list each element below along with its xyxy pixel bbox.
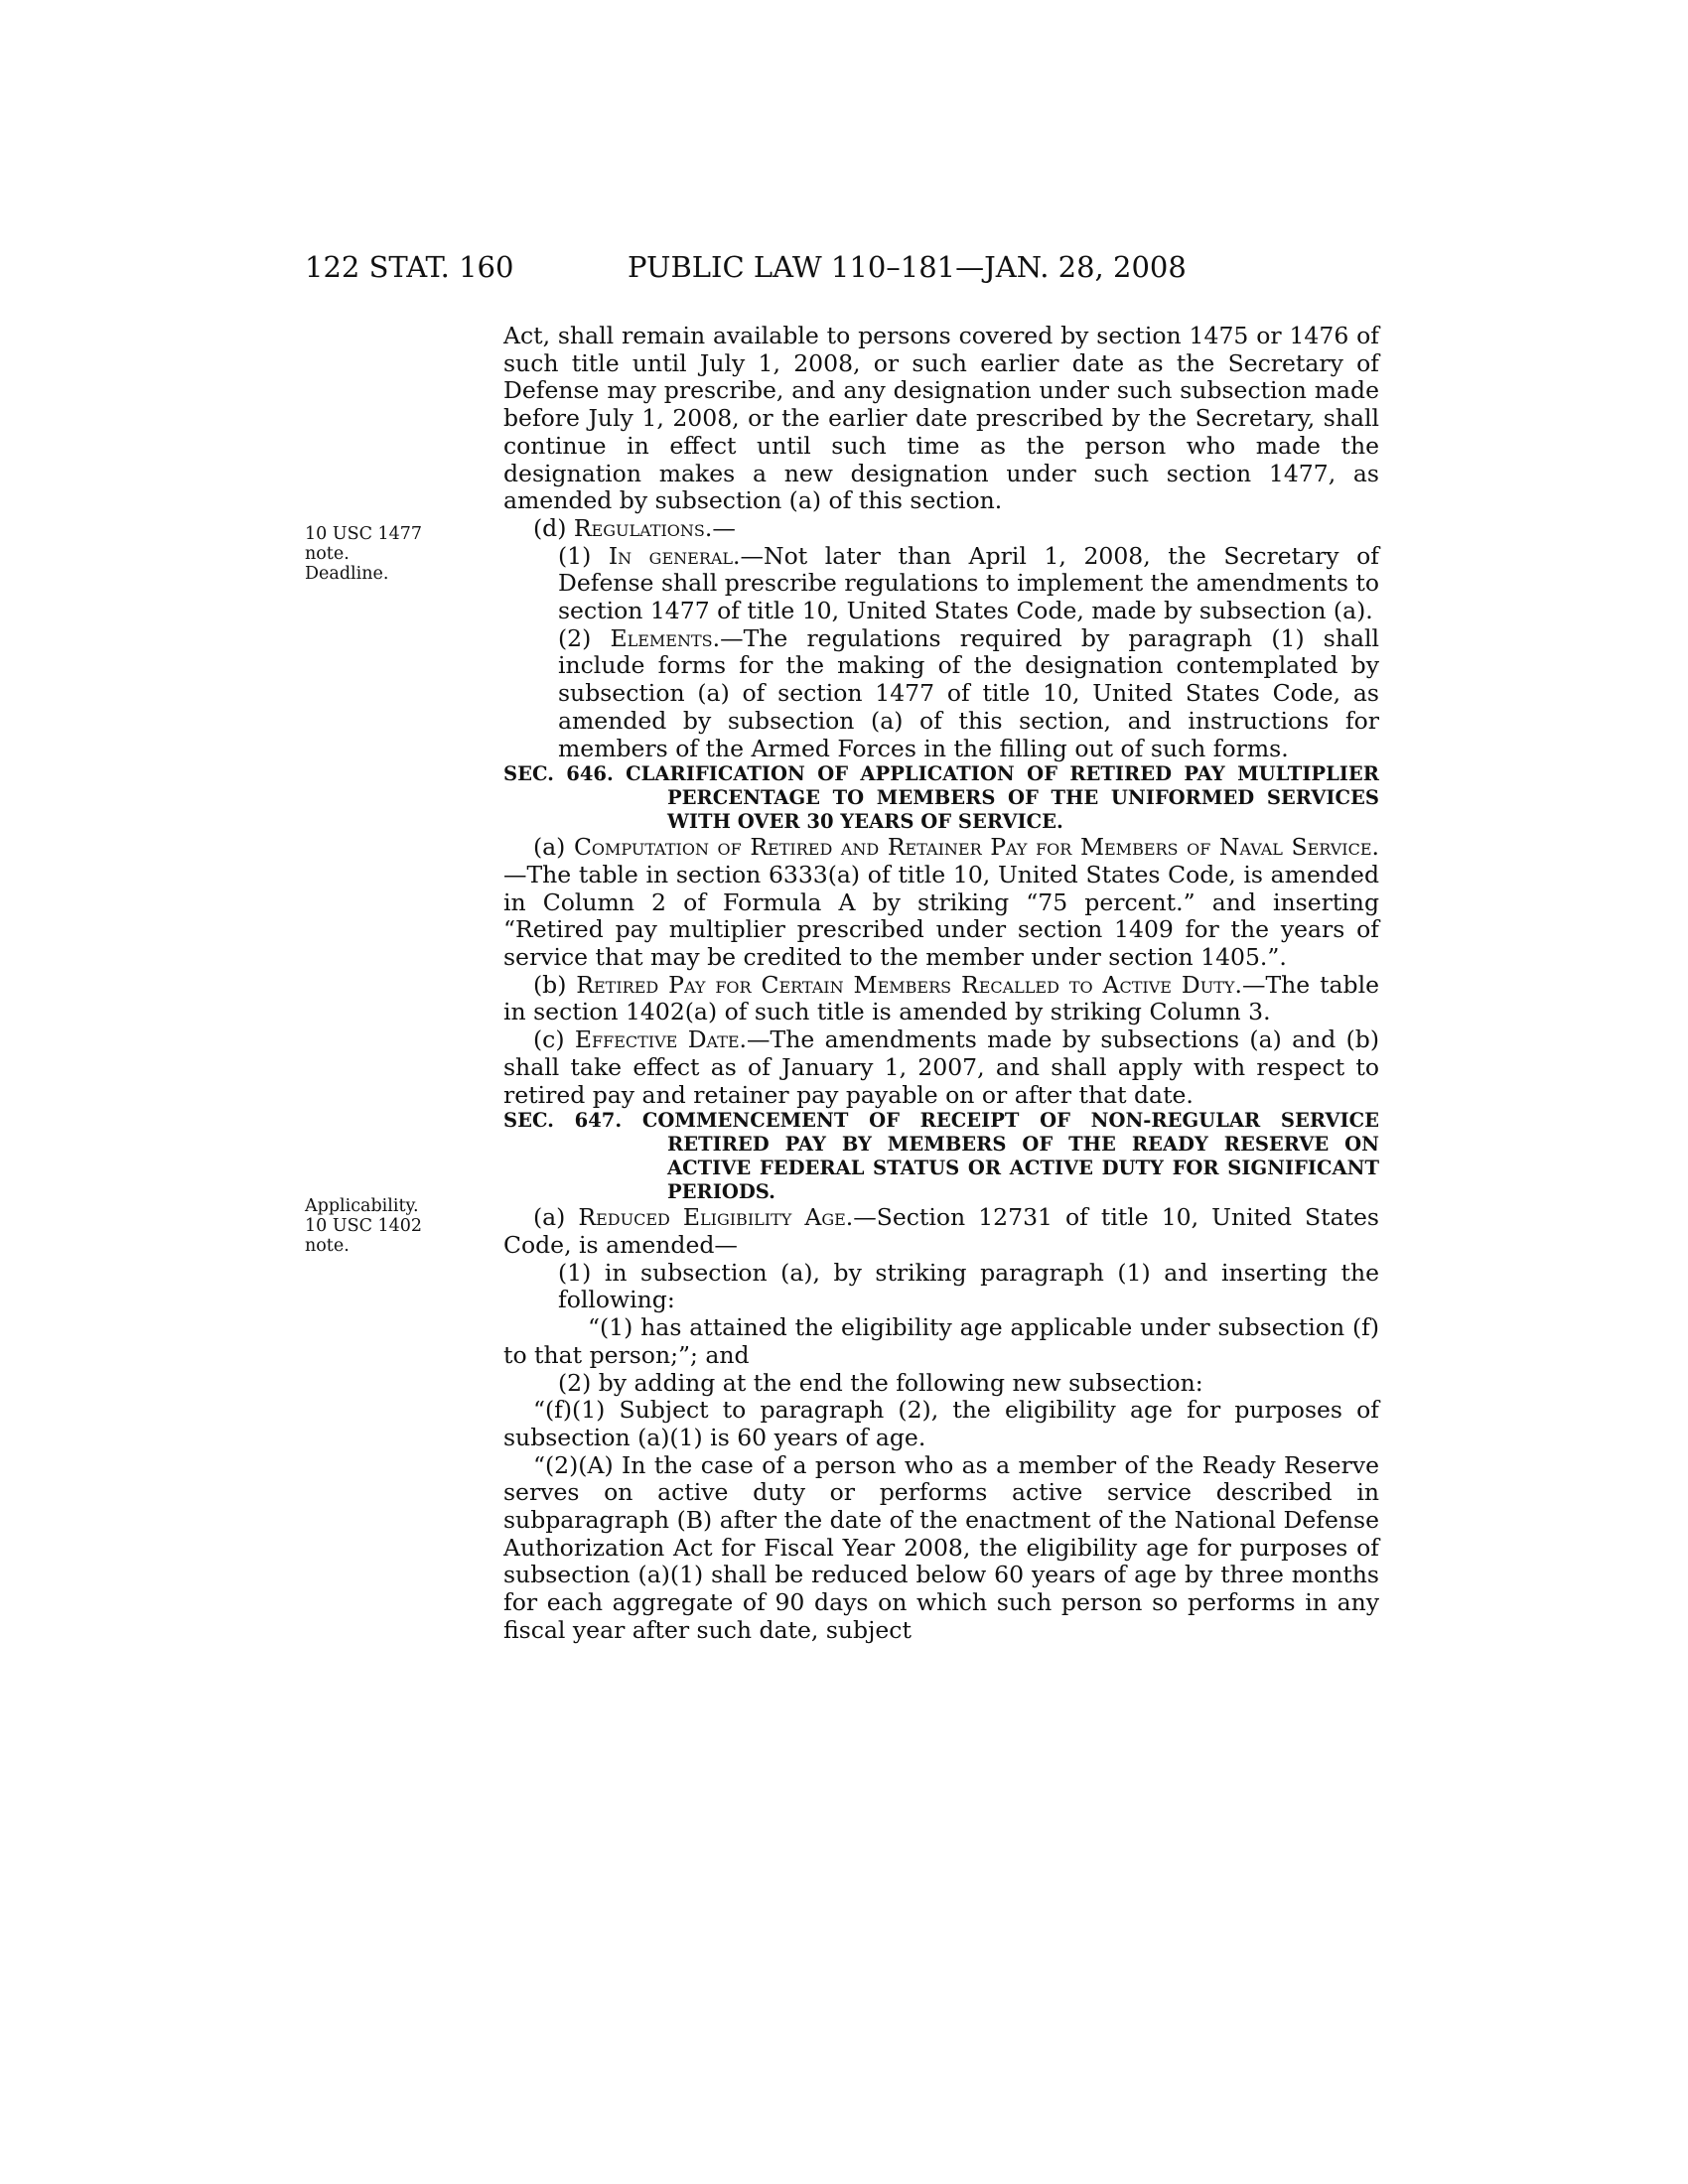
subsection-646-a-heading: Computation of Retired and Retainer Pay for Members of Naval Service.	[573, 833, 1379, 862]
subsection-d-heading: Regulations.—	[573, 513, 736, 542]
quoted-subsection-f1: “(f)(1) Subject to paragraph (2), the eligibility age for purposes of subsection (a)(1) is 60 years of age.	[503, 1396, 1379, 1451]
quoted-subsection-f2a: “(2)(A) In the case of a person who as a member of the Ready Reserve serves on active duty or performs active service described in subparagraph (B) after the date of the enactment of the National Defense Authorization Act for Fiscal Year 2008, the eligibility age for purposes of subsection (a)(1) shall be reduced below 60 years of age by three months for each aggregate of 90 days on which such person so performs in any fiscal year after such date, subject	[503, 1450, 1379, 1644]
quoted-paragraph-1: “(1) has attained the eligibility age applicable under subsection (f) to that person;”; and	[503, 1313, 1379, 1369]
paragraph-continuation: Act, shall remain available to persons covered by section 1475 or 1476 of such title until July 1, 2008, or such earlier date as the Secretary of Defense may prescribe, and any designation under such subsection made before July 1, 2008, or the earlier date prescribed by the Secretary, shall continue in effect until such time as the person who made the designation makes a new designation under such section 1477, as amended by subsection (a) of this section.	[503, 322, 1379, 515]
subsection-646-c-heading: Effective Date.	[574, 1025, 748, 1054]
running-title: PUBLIC LAW 110–181—JAN. 28, 2008	[628, 250, 1187, 284]
subsection-647-a: (a) Reduced Eligibility Age.—Section 12731 of title 10, United States Code, is amended—	[503, 1203, 1379, 1259]
paragraph-647-a1: (1) in subsection (a), by striking paragraph (1) and inserting the following:	[558, 1258, 1379, 1314]
subsection-647-a-heading: Reduced Eligibility Age.	[578, 1203, 854, 1232]
subsection-646-b-heading: Retired Pay for Certain Members Recalled to Active Duty.	[576, 970, 1242, 999]
paragraph-d1-heading: In general.	[608, 541, 741, 570]
paragraph-d2: (2) Elements.—The regulations required by paragraph (1) shall include forms for the making of the designation contemplated by subsection (a) of section 1477 of title 10, United States Code, as amended by subsection (a) of this section, and instructions for members of the Armed Forces in the filling out of such forms.	[558, 623, 1380, 762]
paragraph-647-a2: (2) by adding at the end the following new subsection:	[558, 1368, 1203, 1397]
section-646-heading: SEC. 646. CLARIFICATION OF APPLICATION OF RETIRED PAY MULTIPLIER PERCENTAGE TO MEMBERS OF THE UNIFORMED SERVICES WITH OVER 30 YEARS OF SERVICE.	[503, 762, 1379, 834]
subsection-646-a: (a) Computation of Retired and Retainer Pay for Members of Naval Service.—The table in section 6333(a) of title 10, United States Code, is amended in Column 2 of Formula A by striking “75 percent.” and inserting “Retired pay multiplier prescribed under section 1409 for the years of service that may be credited to the member under section 1405.”.	[503, 833, 1379, 972]
paragraph-d2-heading: Elements.	[610, 623, 721, 652]
page-header	[305, 247, 1377, 287]
subsection-d: (d) Regulations.—	[533, 513, 736, 542]
subsection-646-c: (c) Effective Date.—The amendments made by subsections (a) and (b) shall take effect as of January 1, 2007, and shall apply with respect to retired pay and retainer pay payable on or after that date.	[503, 1025, 1379, 1109]
stat-reference: 122 STAT. 160	[305, 250, 514, 284]
paragraph-d1: (1) In general.—Not later than April 1, 2008, the Secretary of Defense shall prescribe regulations to implement the amendments to section 1477 of title 10, United States Code, made by subsection (a).	[558, 541, 1379, 625]
section-647-heading: SEC. 647. COMMENCEMENT OF RECEIPT OF NON-REGULAR SERVICE RETIRED PAY BY MEMBERS OF THE READY RESERVE ON ACTIVE FEDERAL STATUS OR ACTIVE DUTY FOR SIGNIFICANT PERIODS.	[503, 1109, 1379, 1204]
statute-body	[503, 323, 1379, 1645]
margin-note-deadline: 10 USC 1477 note. Deadline.	[305, 524, 423, 584]
subsection-646-b: (b) Retired Pay for Certain Members Recalled to Active Duty.—The table in section 1402(a) of such title is amended by striking Column 3.	[503, 970, 1379, 1026]
margin-note-applicability: Applicability. 10 USC 1402 note.	[305, 1196, 423, 1256]
